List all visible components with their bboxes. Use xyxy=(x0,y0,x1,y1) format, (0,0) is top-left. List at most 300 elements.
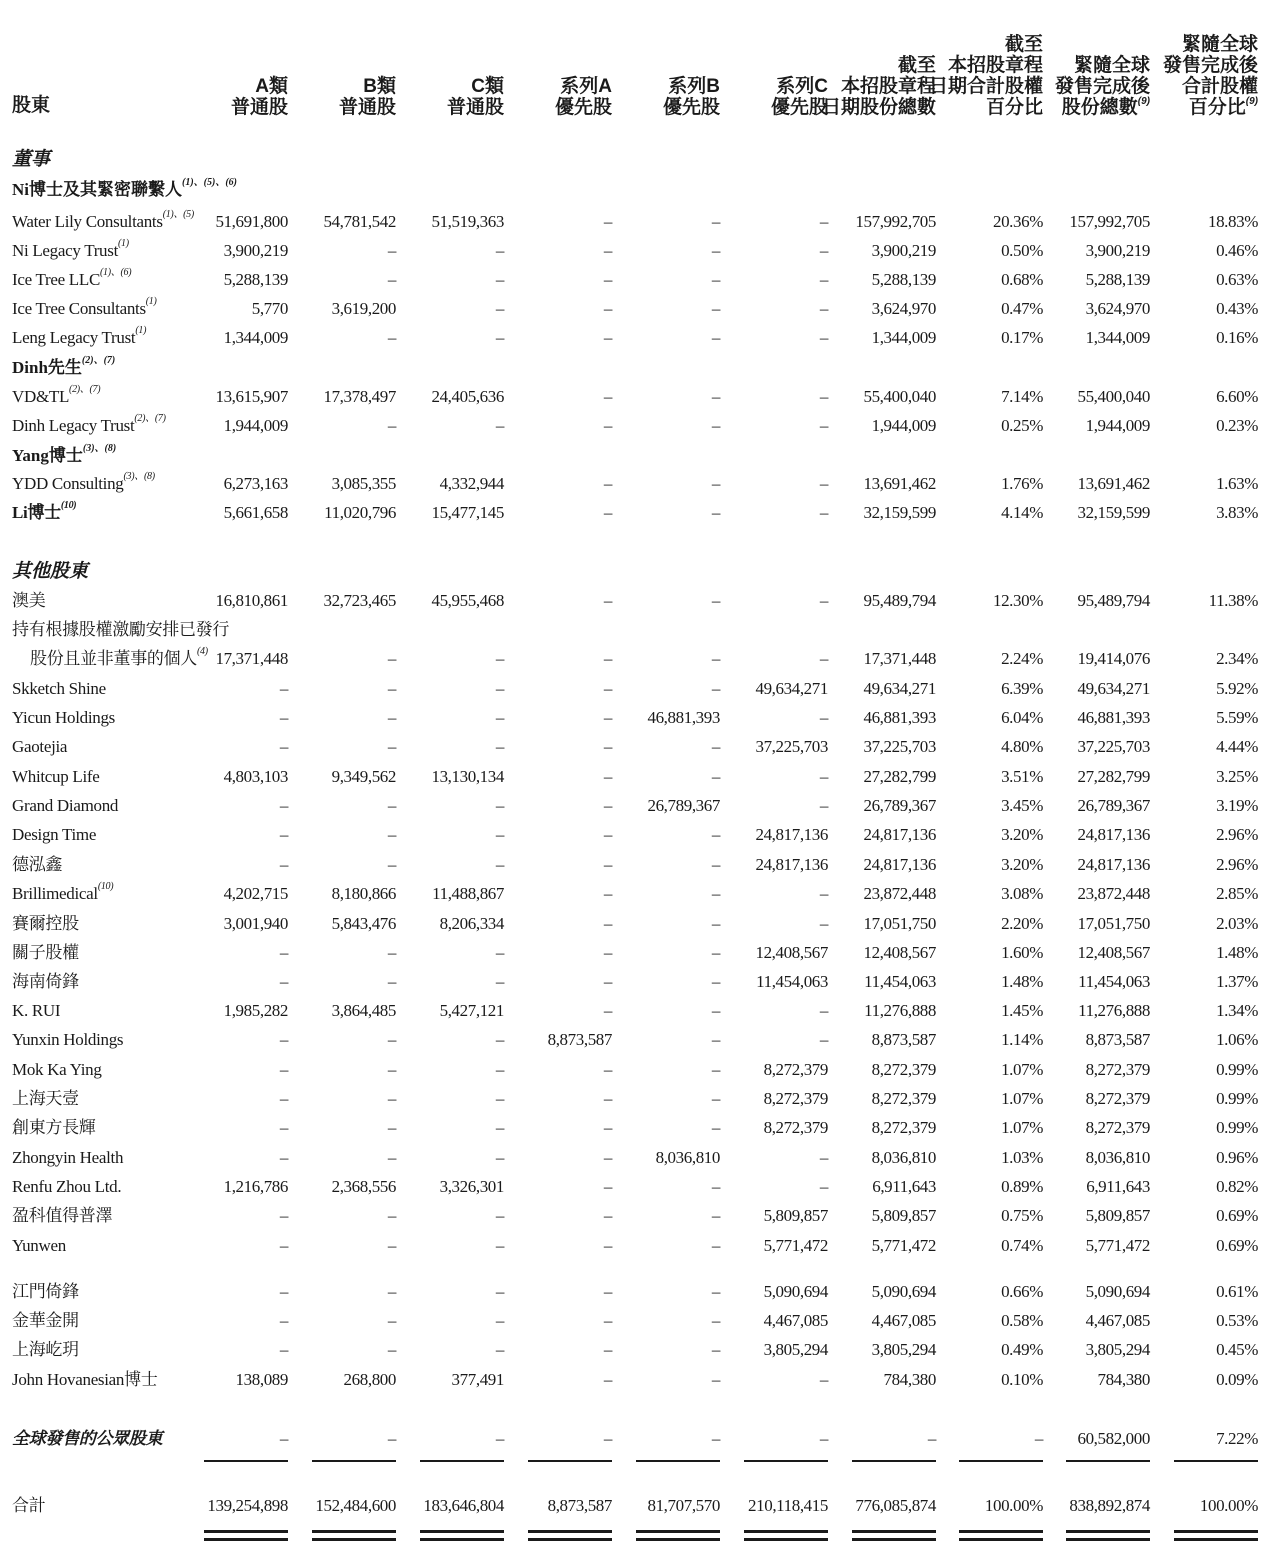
cell-post: 5,771,472 xyxy=(1085,1236,1150,1255)
row-label xyxy=(12,1368,158,1392)
cell-pct: – xyxy=(1034,1429,1043,1448)
cell-pc: 8,272,379 xyxy=(763,1060,828,1079)
row-label xyxy=(12,560,88,584)
table-row xyxy=(0,970,1280,999)
row-label-text: 金華金開 xyxy=(12,1311,79,1330)
cell-pb: – xyxy=(711,1311,720,1330)
cell-post: 24,817,136 xyxy=(1077,855,1150,874)
cell-c: – xyxy=(495,1429,504,1448)
cell-postpct: 0.45% xyxy=(1216,1340,1258,1359)
cell-b: – xyxy=(387,1118,396,1137)
cell-post: 1,344,009 xyxy=(1085,328,1150,347)
cell-pb: – xyxy=(711,1282,720,1301)
cell-pa: – xyxy=(603,591,612,610)
cell-b: 11,020,796 xyxy=(324,503,396,522)
header-line: 發售完成後 xyxy=(1162,55,1258,76)
cell-a: 4,803,103 xyxy=(223,767,288,786)
cell-post: 13,691,462 xyxy=(1077,474,1150,493)
table-row xyxy=(0,210,1280,239)
cell-b: 54,781,542 xyxy=(323,212,396,231)
cell-pct: 4.80% xyxy=(1001,737,1043,756)
cell-pc: 5,771,472 xyxy=(763,1236,828,1255)
cell-a: – xyxy=(279,1148,288,1167)
cell-pc: – xyxy=(819,212,828,231)
cell-pct: 1.07% xyxy=(1001,1118,1043,1137)
cell-b: 17,378,497 xyxy=(323,387,396,406)
cell-postpct: 0.69% xyxy=(1216,1236,1258,1255)
cell-b: 3,085,355 xyxy=(331,474,396,493)
row-label xyxy=(12,297,157,321)
cell-b: – xyxy=(387,796,396,815)
cell-pc: 11,454,063 xyxy=(756,972,828,991)
cell-pa: – xyxy=(603,914,612,933)
cell-c: – xyxy=(495,679,504,698)
cell-c: 51,519,363 xyxy=(431,212,504,231)
cell-pc: 12,408,567 xyxy=(755,943,828,962)
cell-post: 5,288,139 xyxy=(1085,270,1150,289)
cell-c: – xyxy=(495,943,504,962)
cell-a: – xyxy=(279,1236,288,1255)
subtotal-rule xyxy=(636,1460,720,1462)
row-label-text: K. RUI xyxy=(12,1001,61,1020)
cell-b: – xyxy=(387,1429,396,1448)
cell-b: – xyxy=(387,1340,396,1359)
cell-pct: 1.07% xyxy=(1001,1060,1043,1079)
cell-total: 37,225,703 xyxy=(863,737,936,756)
subtotal-rule xyxy=(744,1460,828,1462)
cell-a: 17,371,448 xyxy=(215,649,288,668)
table-row xyxy=(0,385,1280,414)
cell-total: 26,789,367 xyxy=(863,796,936,815)
cell-pct: 0.75% xyxy=(1001,1206,1043,1225)
table-row xyxy=(0,912,1280,941)
cell-total: 5,771,472 xyxy=(871,1236,936,1255)
cell-pc: 8,272,379 xyxy=(763,1118,828,1137)
cell-pct: 3.08% xyxy=(1001,884,1043,903)
cell-total: – xyxy=(927,1429,936,1448)
cell-pc: 4,467,085 xyxy=(763,1311,828,1330)
subtotal-rule xyxy=(1174,1460,1258,1462)
cell-c: – xyxy=(495,855,504,874)
cell-pc: – xyxy=(819,708,828,727)
header-line: 合計股權 xyxy=(1181,76,1258,97)
cell-total: 8,272,379 xyxy=(871,1089,936,1108)
cell-b: – xyxy=(387,1148,396,1167)
row-label xyxy=(12,268,131,292)
cell-pa: – xyxy=(603,1177,612,1196)
cell-pc: – xyxy=(819,299,828,318)
cell-postpct: 3.19% xyxy=(1216,796,1258,815)
cell-c: – xyxy=(495,825,504,844)
cell-pb: – xyxy=(711,884,720,903)
row-label-text: Ni Legacy Trust xyxy=(12,241,119,260)
cell-b: – xyxy=(387,1236,396,1255)
cell-b: – xyxy=(387,328,396,347)
cell-pa: – xyxy=(603,1311,612,1330)
cell-pct: 6.04% xyxy=(1001,708,1043,727)
cell-pct: 0.68% xyxy=(1001,270,1043,289)
header-footnote: (9) xyxy=(1245,96,1258,107)
row-label-text: Whitcup Life xyxy=(12,767,100,786)
cell-a: 6,273,163 xyxy=(223,474,288,493)
cell-pa: – xyxy=(603,212,612,231)
cell-a: – xyxy=(279,1030,288,1049)
cell-pct: 0.74% xyxy=(1001,1236,1043,1255)
cell-pc: – xyxy=(819,767,828,786)
cell-pc: 5,809,857 xyxy=(763,1206,828,1225)
cell-pct: 1.76% xyxy=(1001,474,1043,493)
row-label-text: Yicun Holdings xyxy=(12,708,115,727)
table-row xyxy=(0,1116,1280,1145)
cell-b: – xyxy=(387,1089,396,1108)
row-label xyxy=(12,356,115,380)
cell-c: 5,427,121 xyxy=(439,1001,504,1020)
cell-a: – xyxy=(279,1060,288,1079)
cell-pa: – xyxy=(603,1118,612,1137)
cell-pc: 24,817,136 xyxy=(755,825,828,844)
cell-pb: 26,789,367 xyxy=(647,796,720,815)
cell-pc: – xyxy=(819,270,828,289)
cell-pct: 7.14% xyxy=(1001,387,1043,406)
cell-postpct: 2.34% xyxy=(1216,649,1258,668)
group-heading xyxy=(0,356,1280,385)
cell-c: – xyxy=(495,1311,504,1330)
row-label-text: Dinh Legacy Trust xyxy=(12,416,135,435)
cell-pb: 81,707,570 xyxy=(647,1496,720,1515)
cell-a: 5,770 xyxy=(251,299,288,318)
cell-post: 19,414,076 xyxy=(1077,649,1150,668)
cell-a: – xyxy=(279,1206,288,1225)
cell-c: 377,491 xyxy=(451,1370,504,1389)
cell-b: – xyxy=(387,1060,396,1079)
row-label xyxy=(12,999,60,1023)
cell-a: – xyxy=(279,1429,288,1448)
cell-pct: 0.58% xyxy=(1001,1311,1043,1330)
cell-total: 17,051,750 xyxy=(863,914,936,933)
cell-pc: – xyxy=(819,1148,828,1167)
table-row xyxy=(0,1058,1280,1087)
table-row xyxy=(0,1234,1280,1263)
cell-postpct: 18.83% xyxy=(1207,212,1258,231)
cell-postpct: 0.61% xyxy=(1216,1282,1258,1301)
header-line: 緊隨全球 xyxy=(1181,34,1258,55)
subtotal-rule xyxy=(852,1460,936,1462)
cell-pct: 100.00% xyxy=(984,1496,1043,1515)
row-label-text: 全球發售的公眾股東 xyxy=(12,1429,163,1448)
cell-pb: – xyxy=(711,387,720,406)
cell-post: 3,624,970 xyxy=(1085,299,1150,318)
row-label xyxy=(12,1204,112,1228)
row-label-text: VD&TL xyxy=(12,387,70,406)
cell-b: – xyxy=(387,855,396,874)
row-label xyxy=(12,853,62,877)
header-line: 系列C xyxy=(776,76,828,97)
row-label xyxy=(12,1494,45,1518)
footnote-ref: (1) xyxy=(145,296,157,307)
cell-pb: – xyxy=(711,1030,720,1049)
row-label xyxy=(12,239,129,263)
table-row xyxy=(0,999,1280,1028)
cell-b: – xyxy=(387,737,396,756)
cell-pb: – xyxy=(711,737,720,756)
table-row xyxy=(0,1087,1280,1116)
header-line: 系列B xyxy=(668,76,720,97)
cell-pct: 3.45% xyxy=(1001,796,1043,815)
cell-pb: – xyxy=(711,943,720,962)
cell-postpct: 0.82% xyxy=(1216,1177,1258,1196)
cell-pc: – xyxy=(819,328,828,347)
cell-b: – xyxy=(387,972,396,991)
cell-post: 4,467,085 xyxy=(1085,1311,1150,1330)
cell-b: – xyxy=(387,708,396,727)
cell-a: – xyxy=(279,679,288,698)
cell-total: 5,809,857 xyxy=(871,1206,936,1225)
total-rule-bottom xyxy=(1174,1538,1258,1541)
cell-a: – xyxy=(279,855,288,874)
cell-c: – xyxy=(495,1206,504,1225)
row-label-text: Ice Tree Consultants xyxy=(12,299,146,318)
cell-pc: 37,225,703 xyxy=(755,737,828,756)
row-label-text: Renfu Zhou Ltd. xyxy=(12,1177,122,1196)
cell-post: 8,272,379 xyxy=(1085,1060,1150,1079)
cell-post: 49,634,271 xyxy=(1077,679,1150,698)
row-label xyxy=(12,1146,123,1170)
cell-pb: 46,881,393 xyxy=(647,708,720,727)
cell-pct: 3.20% xyxy=(1001,825,1043,844)
cell-post: 8,272,379 xyxy=(1085,1118,1150,1137)
cell-pa: 8,873,587 xyxy=(547,1030,612,1049)
row-label xyxy=(12,735,67,759)
cell-post: 6,911,643 xyxy=(1086,1177,1150,1196)
table-row xyxy=(0,735,1280,764)
cell-b: 3,619,200 xyxy=(331,299,396,318)
table-row xyxy=(0,677,1280,706)
cell-pb: – xyxy=(711,1089,720,1108)
total-rule-top xyxy=(852,1530,936,1533)
row-label xyxy=(12,941,79,965)
cell-pct: 0.25% xyxy=(1001,416,1043,435)
cell-postpct: 0.23% xyxy=(1216,416,1258,435)
cell-c: – xyxy=(495,1089,504,1108)
cell-total: 24,817,136 xyxy=(863,855,936,874)
header-line: 發售完成後 xyxy=(1054,76,1150,97)
cell-post: 11,276,888 xyxy=(1078,1001,1150,1020)
footnote-ref: (1)、(5) xyxy=(162,209,194,220)
cell-a: – xyxy=(279,1311,288,1330)
cell-postpct: 4.44% xyxy=(1216,737,1258,756)
cell-c: – xyxy=(495,270,504,289)
cell-pct: 1.48% xyxy=(1001,972,1043,991)
row-label xyxy=(12,1309,79,1333)
cell-pct: 0.17% xyxy=(1001,328,1043,347)
table-row xyxy=(0,1175,1280,1204)
cell-post: 1,944,009 xyxy=(1085,416,1150,435)
cell-post: 8,272,379 xyxy=(1085,1089,1150,1108)
total-rule-top xyxy=(312,1530,396,1533)
row-label-text: 其他股東 xyxy=(12,561,89,582)
row-label-text: Yunwen xyxy=(12,1236,66,1255)
header-line: 本招股章程 xyxy=(840,76,936,97)
cell-postpct: 1.37% xyxy=(1216,972,1258,991)
cell-a: 1,216,786 xyxy=(223,1177,288,1196)
cell-pc: – xyxy=(819,1370,828,1389)
cell-c: – xyxy=(495,328,504,347)
cell-c: – xyxy=(495,241,504,260)
cell-pc: – xyxy=(819,649,828,668)
cell-pc: – xyxy=(819,387,828,406)
row-label-text: 江門倚鋒 xyxy=(12,1282,79,1301)
total-rule-bottom xyxy=(204,1538,288,1541)
cell-post: 27,282,799 xyxy=(1077,767,1150,786)
cell-pct: 1.60% xyxy=(1001,943,1043,962)
cell-b: – xyxy=(387,679,396,698)
cell-postpct: 0.99% xyxy=(1216,1118,1258,1137)
cell-pa: – xyxy=(603,1370,612,1389)
cell-c: 15,477,145 xyxy=(431,503,504,522)
cell-total: 12,408,567 xyxy=(863,943,936,962)
total-rule-bottom xyxy=(1066,1538,1150,1541)
cell-postpct: 2.03% xyxy=(1216,914,1258,933)
cell-a: – xyxy=(279,1340,288,1359)
cell-pc: 3,805,294 xyxy=(763,1340,828,1359)
cell-pa: – xyxy=(603,1060,612,1079)
cell-a: 4,202,715 xyxy=(223,884,288,903)
cell-postpct: 2.85% xyxy=(1216,884,1258,903)
cell-post: 55,400,040 xyxy=(1077,387,1150,406)
cell-c: 8,206,334 xyxy=(439,914,504,933)
row-label-text: YDD Consulting xyxy=(12,474,124,493)
cell-postpct: 0.46% xyxy=(1216,241,1258,260)
table-row xyxy=(0,1427,1280,1456)
header-footnote: (9) xyxy=(1137,96,1150,107)
group-heading xyxy=(0,618,1280,647)
cell-postpct: 7.22% xyxy=(1216,1429,1258,1448)
header-line: 緊隨全球 xyxy=(1073,55,1150,76)
cell-total: 784,380 xyxy=(883,1370,936,1389)
cell-a: – xyxy=(279,1118,288,1137)
cell-pct: 1.14% xyxy=(1001,1030,1043,1049)
cell-pc: – xyxy=(819,416,828,435)
header-line: 普通股 xyxy=(338,97,396,118)
table-row xyxy=(0,472,1280,501)
row-label xyxy=(12,912,79,936)
cell-post: 60,582,000 xyxy=(1077,1429,1150,1448)
total-rule-bottom xyxy=(312,1538,396,1541)
header-postpct xyxy=(1128,0,1258,118)
row-label-text: 上海屹玥 xyxy=(12,1340,79,1359)
cell-postpct: 1.34% xyxy=(1216,1001,1258,1020)
group-heading xyxy=(0,444,1280,473)
footnote-ref: (4) xyxy=(197,646,208,657)
table-row xyxy=(0,501,1280,530)
cell-total: 46,881,393 xyxy=(863,708,936,727)
cell-pc: – xyxy=(819,1030,828,1049)
cell-c: – xyxy=(495,1148,504,1167)
cell-pc: – xyxy=(819,1001,828,1020)
total-rule-bottom xyxy=(959,1538,1043,1541)
cell-a: – xyxy=(279,737,288,756)
header-line: 普通股 xyxy=(230,97,288,118)
row-label xyxy=(12,210,194,234)
subtotal-rule xyxy=(420,1460,504,1462)
row-label xyxy=(12,472,155,496)
cell-total: 5,090,694 xyxy=(871,1282,936,1301)
row-label xyxy=(30,647,208,671)
cell-pct: 20.36% xyxy=(992,212,1043,231)
cell-total: 8,272,379 xyxy=(871,1118,936,1137)
cell-a: 13,615,907 xyxy=(215,387,288,406)
row-label xyxy=(12,1175,121,1199)
cell-total: 6,911,643 xyxy=(872,1177,936,1196)
cell-postpct: 0.43% xyxy=(1216,299,1258,318)
total-rule-top xyxy=(528,1530,612,1533)
total-rule-top xyxy=(959,1530,1043,1533)
cell-postpct: 0.53% xyxy=(1216,1311,1258,1330)
footnote-ref: (2)、(7) xyxy=(81,355,116,366)
cell-pb: – xyxy=(711,1177,720,1196)
cell-total: 32,159,599 xyxy=(863,503,936,522)
cell-postpct: 1.06% xyxy=(1216,1030,1258,1049)
cell-total: 55,400,040 xyxy=(863,387,936,406)
subtotal-rule xyxy=(1066,1460,1150,1462)
cell-post: 23,872,448 xyxy=(1077,884,1150,903)
cell-a: – xyxy=(279,972,288,991)
row-label-text: 盈科值得普澤 xyxy=(12,1206,113,1225)
row-label-text: Skketch Shine xyxy=(12,679,106,698)
cell-post: 5,809,857 xyxy=(1085,1206,1150,1225)
cell-pc: – xyxy=(819,1429,828,1448)
cell-a: 5,661,658 xyxy=(223,503,288,522)
header-line: 股份總數$^{(9)}$ xyxy=(1061,96,1150,118)
header-line: 百分比$^{(9)}$ xyxy=(1188,96,1258,118)
cell-pa: – xyxy=(603,1282,612,1301)
header-shareholder: 股東 xyxy=(12,95,51,116)
cell-pb: – xyxy=(711,503,720,522)
cell-pct: 12.30% xyxy=(992,591,1043,610)
cell-pb: – xyxy=(711,241,720,260)
cell-postpct: 1.63% xyxy=(1216,474,1258,493)
cell-pb: – xyxy=(711,855,720,874)
cell-postpct: 5.92% xyxy=(1216,679,1258,698)
total-rule-top xyxy=(636,1530,720,1533)
cell-pb: – xyxy=(711,1206,720,1225)
cell-total: 23,872,448 xyxy=(863,884,936,903)
cell-b: 152,484,600 xyxy=(315,1496,396,1515)
row-label xyxy=(12,618,229,642)
cell-pa: – xyxy=(603,1089,612,1108)
total-rule-top xyxy=(1174,1530,1258,1533)
cell-pa: – xyxy=(603,416,612,435)
cell-pa: – xyxy=(603,328,612,347)
row-label-text: Ice Tree LLC xyxy=(12,270,100,289)
subtotal-rule xyxy=(204,1460,288,1462)
cell-a: 138,089 xyxy=(235,1370,288,1389)
cell-pa: – xyxy=(603,796,612,815)
row-label xyxy=(12,589,45,613)
table-row xyxy=(0,1338,1280,1367)
cell-pc: – xyxy=(819,474,828,493)
subtotal-rule xyxy=(528,1460,612,1462)
cell-pa: – xyxy=(603,708,612,727)
row-label-text: 持有根據股權激勵安排已發行 xyxy=(12,620,230,639)
table-row xyxy=(0,765,1280,794)
table-row xyxy=(0,1028,1280,1057)
cell-pa: – xyxy=(603,943,612,962)
cell-b: – xyxy=(387,241,396,260)
cell-a: 5,288,139 xyxy=(223,270,288,289)
cell-c: 183,646,804 xyxy=(423,1496,504,1515)
footnote-ref: (10) xyxy=(97,881,114,892)
